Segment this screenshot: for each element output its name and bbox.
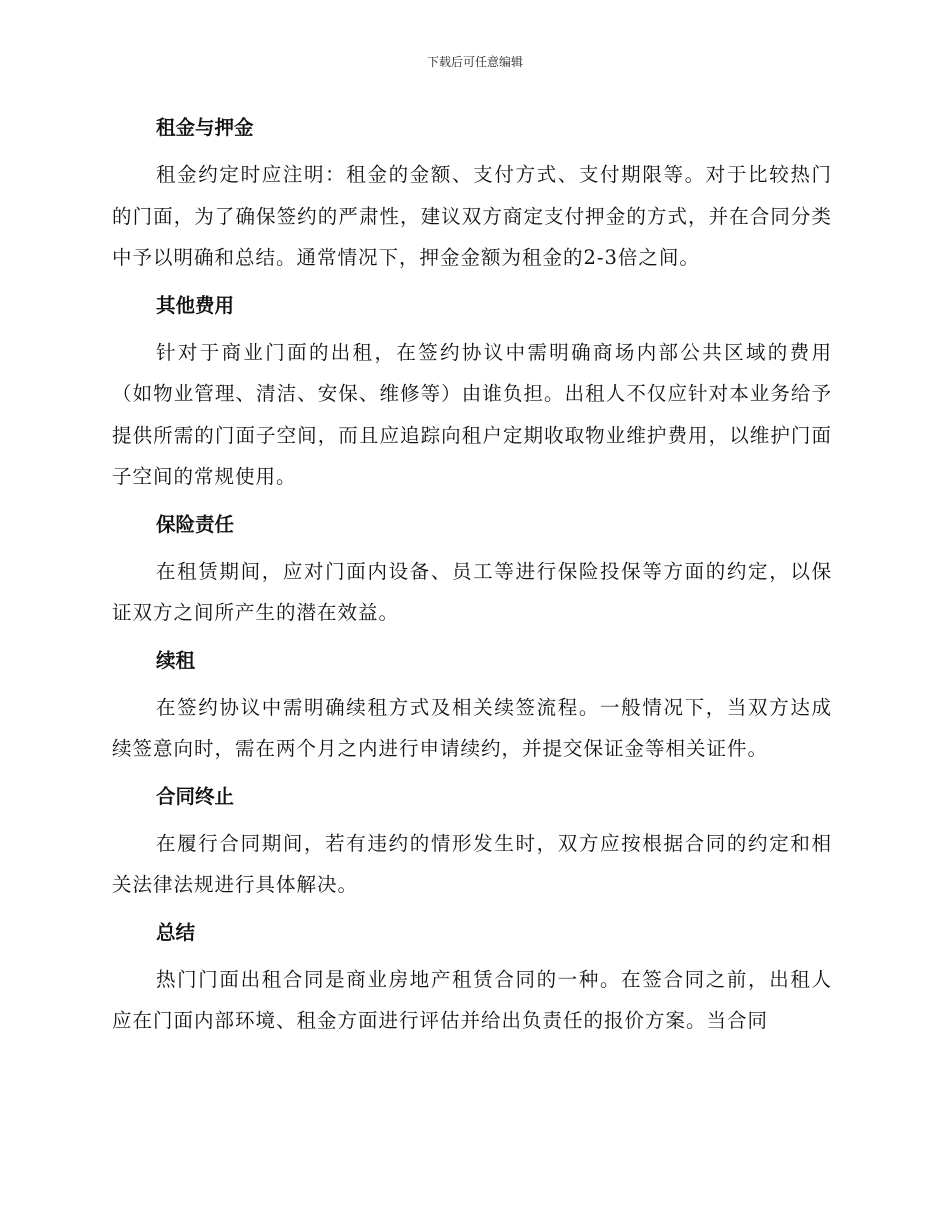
section-heading-summary: 总结 — [156, 920, 196, 944]
section-heading-other-fees: 其他费用 — [156, 293, 235, 317]
section-body-insurance: 在租赁期间，应对门面内设备、员工等进行保险投保等方面的约定，以保证双方之间所产生的潜在效益。 — [112, 559, 832, 624]
section-body-termination: 在履行合同期间，若有违约的情形发生时，双方应按根据合同的约定和相关法律法规进行具体解决。 — [112, 831, 832, 896]
section-heading-insurance: 保险责任 — [156, 512, 235, 536]
section-body-other-fees: 针对于商业门面的出租，在签约协议中需明确商场内部公共区域的费用（如物业管理、清洁、安保、维修等）由谁负担。出租人不仅应针对本业务给予提供所需的门面子空间，而且应追踪向租户定期收取物业维护费用，以维护门面子空间的常规使用。 — [112, 340, 832, 488]
section-body-renewal: 在签约协议中需明确续租方式及相关续签流程。一般情况下，当双方达成续签意向时，需在两个月之内进行申请续约，并提交保证金等相关证件。 — [112, 695, 832, 760]
page-header: 下载后可任意编辑 — [426, 55, 523, 69]
section-body-summary: 热门门面出租合同是商业房地产租赁合同的一种。在签合同之前，出租人应在门面内部环境、租金方面进行评估并给出负责任的报价方案。当合同 — [112, 967, 832, 1032]
document-body — [112, 108, 832, 1049]
section-heading-rent-deposit: 租金与押金 — [156, 116, 254, 139]
section-body-rent-deposit: 租金约定时应注明：租金的金额、支付方式、支付期限等。对于比较热门的门面，为了确保签约的严肃性，建议双方商定支付押金的方式，并在合同分类中予以明确和总结。通常情况下，押金金额为租金的2-3倍之间。 — [112, 163, 832, 269]
section-heading-renewal: 续租 — [156, 648, 196, 672]
section-heading-termination: 合同终止 — [156, 784, 235, 808]
